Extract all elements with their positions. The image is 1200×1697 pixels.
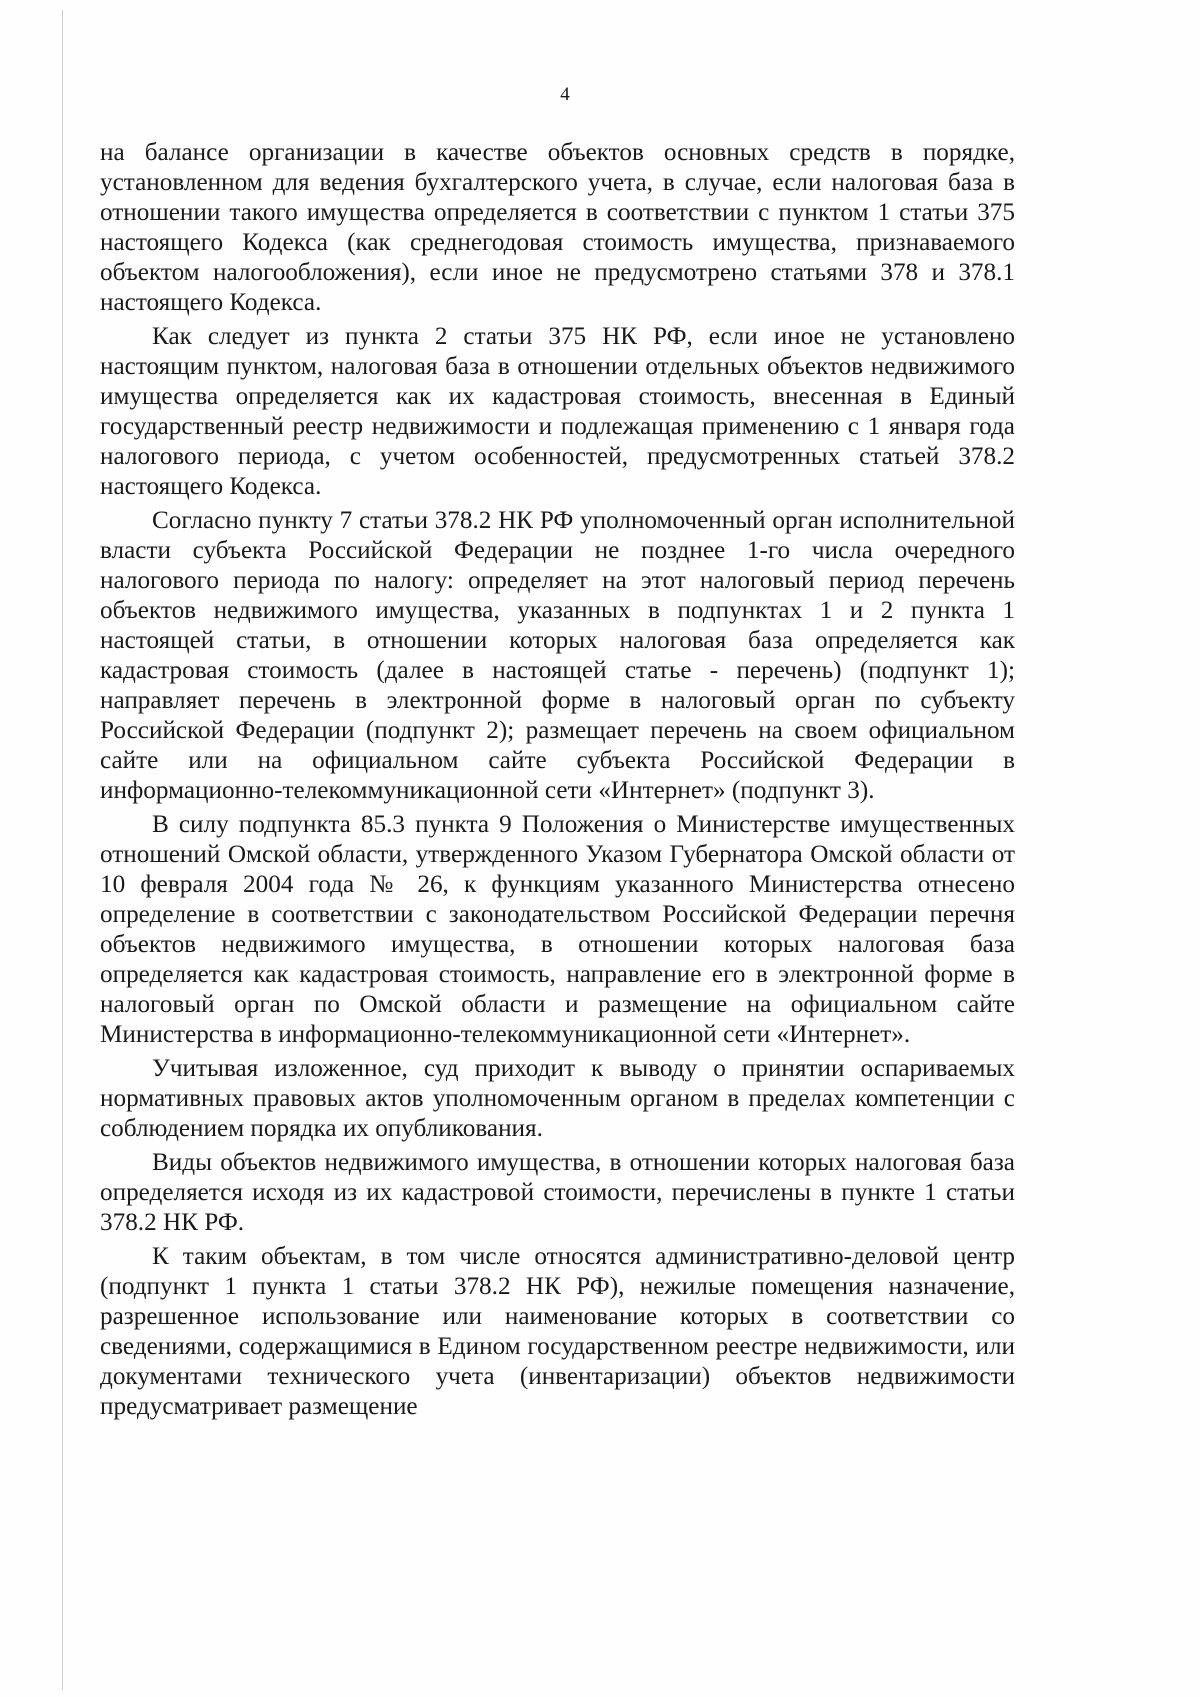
page-number: 4 xyxy=(560,84,570,105)
document-body xyxy=(100,138,1015,1422)
paragraph: К таким объектам, в том числе относятся административно-деловой центр (подпункт 1 пункта 1 статьи 378.2 НК РФ), нежилые помещения назначение, разрешенное использование или наименование которых в соответствии со сведениями, содержащимися в Едином государственном реестре недвижимости, или документами технического учета (инвентаризации) объектов недвижимости предусматривает размещение xyxy=(100,1243,1015,1420)
paragraph: Виды объектов недвижимого имущества, в отношении которых налоговая база определяется исходя из их кадастровой стоимости, перечислены в пункте 1 статьи 378.2 НК РФ. xyxy=(100,1149,1015,1236)
paragraph: В силу подпункта 85.3 пункта 9 Положения о Министерстве имущественных отношений Омской области, утвержденного Указом Губернатора Омской области от 10 февраля 2004 года № 26, к функциям указанного Министерства отнесено определение в соответствии с законодательством Российской Федерации перечня объектов недвижимого имущества, в отношении которых налоговая база определяется как кадастровая стоимость, направление его в электронной форме в налоговый орган по Омской области и размещение на официальном сайте Министерства в информационно-телекоммуникационной сети «Интернет». xyxy=(100,811,1015,1048)
paragraph: Как следует из пункта 2 статьи 375 НК РФ, если иное не установлено настоящим пунктом, налоговая база в отношении отдельных объектов недвижимого имущества определяется как их кадастровая стоимость, внесенная в Единый государственный реестр недвижимости и подлежащая применению с 1 января года налогового периода, с учетом особенностей, предусмотренных статьей 378.2 настоящего Кодекса. xyxy=(100,323,1015,500)
paragraph: Согласно пункту 7 статьи 378.2 НК РФ уполномоченный орган исполнительной власти субъекта Российской Федерации не позднее 1-го числа очередного налогового периода по налогу: определяет на этот налоговый период перечень объектов недвижимого имущества, указанных в подпунктах 1 и 2 пункта 1 настоящей статьи, в отношении которых налоговая база определяется как кадастровая стоимость (далее в настоящей статье - перечень) (подпункт 1); направляет перечень в электронной форме в налоговый орган по субъекту Российской Федерации (подпункт 2); размещает перечень на своем официальном сайте или на официальном сайте субъекта Российской Федерации в информационно-телекоммуникационной сети «Интернет» (подпункт 3). xyxy=(100,507,1015,804)
paragraph: Учитывая изложенное, суд приходит к выводу о принятии оспариваемых нормативных правовых актов уполномоченным органом в пределах компетенции с соблюдением порядка их опубликования. xyxy=(100,1055,1015,1142)
paragraph-continuation: на балансе организации в качестве объектов основных средств в порядке, установленном для ведения бухгалтерского учета, в случае, если налоговая база в отношении такого имущества определяется в соответствии с пунктом 1 статьи 375 настоящего Кодекса (как среднегодовая стоимость имущества, признаваемого объектом налогообложения), если иное не предусмотрено статьями 378 и 378.1 настоящего Кодекса. xyxy=(100,139,1015,316)
scan-edge-line xyxy=(62,10,63,1690)
